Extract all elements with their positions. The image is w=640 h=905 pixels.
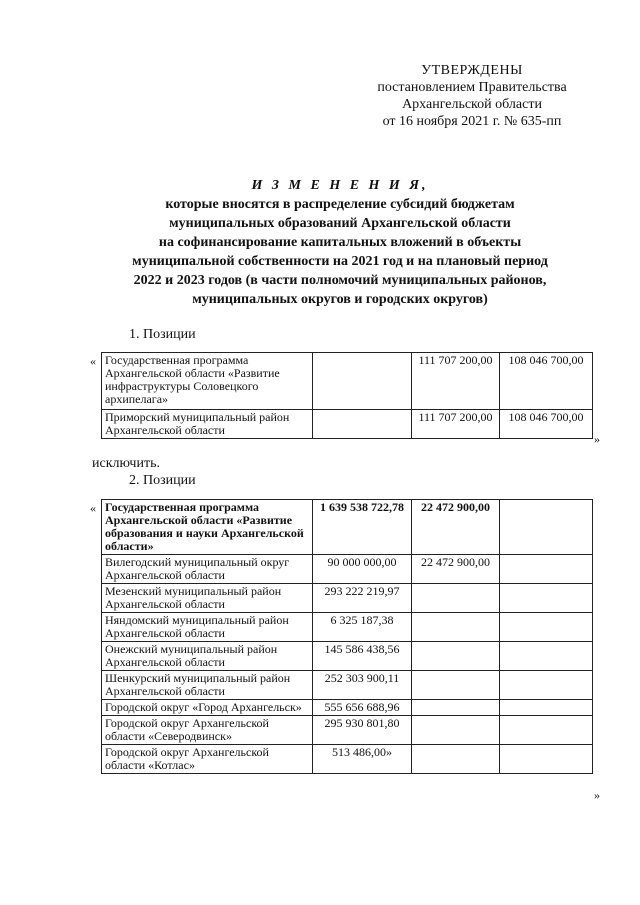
approval-title: УТВЕРЖДЕНЫ: [421, 63, 523, 78]
table-row: [102, 555, 593, 584]
table-1-open-quote: «: [90, 354, 96, 368]
table-cell-value: [500, 716, 593, 745]
table-cell-name: Городской округ «Город Архангельск»: [102, 700, 313, 716]
table-cell-value: [412, 745, 500, 774]
table-cell-value: 22 472 900,00: [412, 555, 500, 584]
table-cell-name: Няндомский муниципальный район Архангельской области: [102, 613, 313, 642]
table-cell-value: 111 707 200,00: [412, 410, 500, 439]
table-cell-name: Вилегодский муниципальный округ Архангельской области: [102, 555, 313, 584]
table-1: [101, 352, 593, 439]
table-cell-value: [412, 584, 500, 613]
table-row: [102, 671, 593, 700]
table-cell-name: Шенкурский муниципальный район Архангельской области: [102, 671, 313, 700]
table-row: [102, 410, 593, 439]
table-cell-value: 111 707 200,00: [412, 353, 500, 410]
item-1-exclude: исключить.: [92, 456, 160, 471]
approval-line-3: Архангельской области: [402, 97, 542, 112]
table-cell-name: Мезенский муниципальный район Архангельской области: [102, 584, 313, 613]
table-cell-name: Онежский муниципальный район Архангельской области: [102, 642, 313, 671]
table-cell-value: 293 222 219,97: [313, 584, 412, 613]
table-cell-value: 90 000 000,00: [313, 555, 412, 584]
heading-line-3: муниципальных образований Архангельской области: [169, 216, 511, 231]
table-cell-value: 6 325 187,38: [313, 613, 412, 642]
heading-title: И З М Е Н Е Н И Я,: [251, 178, 429, 193]
table-2: [101, 499, 593, 774]
table-cell-value: [412, 613, 500, 642]
item-1-label: 1. Позиции: [129, 327, 196, 342]
table-2-close-quote: »: [594, 788, 600, 802]
heading-line-6: 2022 и 2023 годов (в части полномочий муниципальных районов,: [133, 273, 547, 288]
table-cell-value: 513 486,00»: [313, 745, 412, 774]
table-cell-value: [412, 671, 500, 700]
item-2-label: 2. Позиции: [129, 473, 196, 488]
table-cell-name: Государственная программа Архангельской области «Развитие инфраструктуры Соловецкого архипелага»: [102, 353, 313, 410]
table-2-open-quote: «: [90, 501, 96, 515]
table-row: [102, 700, 593, 716]
table-row: [102, 500, 593, 555]
table-cell-value: [500, 613, 593, 642]
table-cell-value: 1 639 538 722,78: [313, 500, 412, 555]
table-cell-value: 145 586 438,56: [313, 642, 412, 671]
approval-date: от 16 ноября 2021 г. № 635-пп: [382, 114, 562, 129]
table-cell-value: [412, 716, 500, 745]
table-row: [102, 613, 593, 642]
table-cell-value: [500, 700, 593, 716]
table-1-close-quote: »: [594, 432, 600, 446]
table-cell-name: Городской округ Архангельской области «Котлас»: [102, 745, 313, 774]
table-row: [102, 745, 593, 774]
table-cell-name: Приморский муниципальный район Архангельской области: [102, 410, 313, 439]
table-row: [102, 584, 593, 613]
table-cell-value: [500, 555, 593, 584]
table-cell-name: Государственная программа Архангельской области «Развитие образования и науки Архангельской области»: [102, 500, 313, 555]
table-cell-name: Городской округ Архангельской области «Северодвинск»: [102, 716, 313, 745]
table-row: [102, 642, 593, 671]
heading-line-2: которые вносятся в распределение субсидий бюджетам: [165, 197, 515, 212]
table-row: [102, 716, 593, 745]
heading-line-7: муниципальных округов и городских округов): [192, 292, 488, 307]
table-cell-value: 555 656 688,96: [313, 700, 412, 716]
table-cell-value: [412, 700, 500, 716]
table-cell-value: 108 046 700,00: [500, 353, 593, 410]
table-cell-value: [500, 584, 593, 613]
table-cell-value: [500, 642, 593, 671]
table-cell-value: [500, 671, 593, 700]
table-cell-value: [500, 500, 593, 555]
document-heading: [80, 176, 600, 309]
table-cell-value: [313, 410, 412, 439]
table-cell-value: 252 303 900,11: [313, 671, 412, 700]
table-row: [102, 353, 593, 410]
table-cell-value: [500, 745, 593, 774]
approval-line-2: постановлением Правительства: [377, 80, 567, 95]
table-cell-value: 22 472 900,00: [412, 500, 500, 555]
table-cell-value: 295 930 801,80: [313, 716, 412, 745]
table-cell-value: [313, 353, 412, 410]
table-cell-value: 108 046 700,00: [500, 410, 593, 439]
heading-line-4: на софинансирование капитальных вложений в объекты: [158, 235, 522, 250]
heading-line-5: муниципальной собственности на 2021 год и на плановый период: [132, 254, 548, 269]
table-cell-value: [412, 642, 500, 671]
approval-block: [342, 62, 602, 130]
